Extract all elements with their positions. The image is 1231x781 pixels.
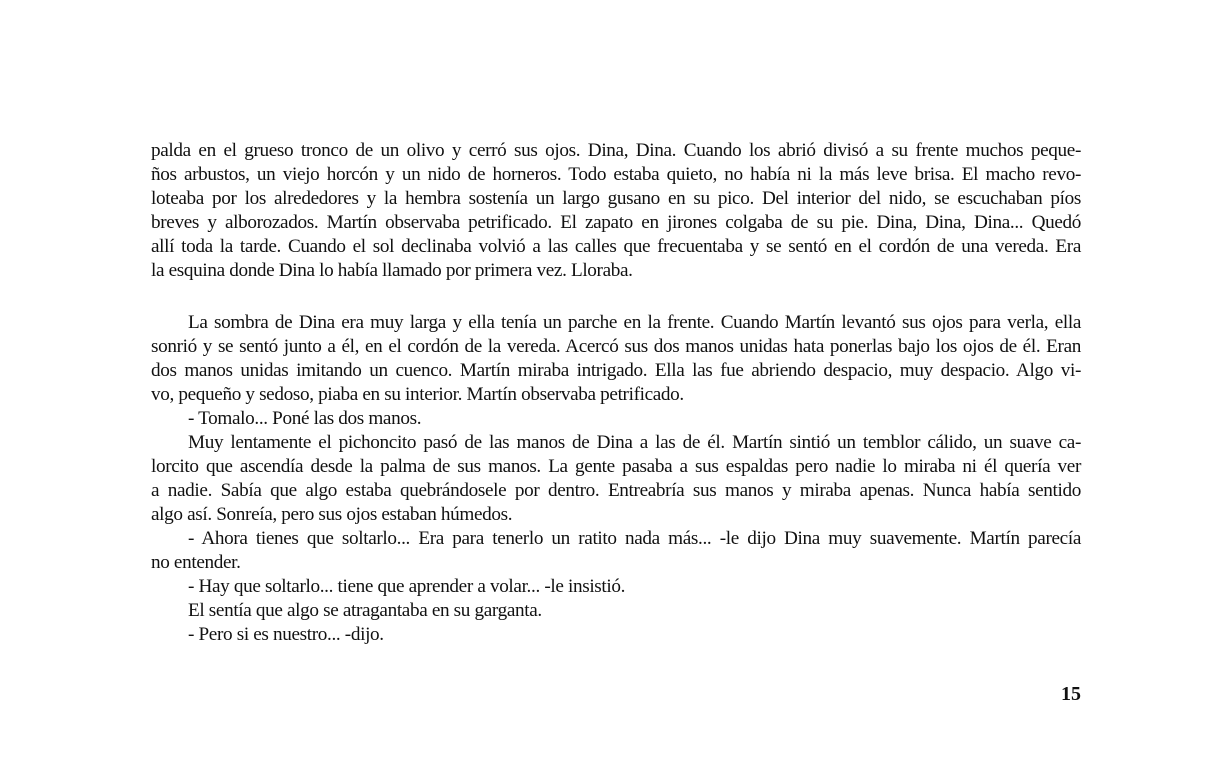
page-number: 15 [1061, 683, 1081, 705]
text-line: Muy lentamente el pichoncito pasó de las manos de Dina a las de él. Martín sintió un temblor cálido, un suave ca- [188, 432, 1081, 453]
dialog-2 [151, 527, 1081, 575]
text-line: allí toda la tarde. Cuando el sol declinaba volvió a las calles que frecuentaba y se sentó en el cordón de una vereda. Era [151, 236, 1081, 257]
paragraph-gap [151, 283, 1081, 311]
text-line: breves y alborozados. Martín observaba petrificado. El zapato en jirones colgaba de su pie. Dina, Dina, Dina... Quedó [151, 212, 1081, 233]
dialog-line: - Tomalo... Poné las dos manos. [188, 408, 422, 429]
paragraph-2 [151, 311, 1081, 407]
text-line: lorcito que ascendía desde la palma de sus manos. La gente pasaba a sus espaldas pero nadie lo miraba ni él quería ver [151, 456, 1081, 477]
text-line: la esquina donde Dina lo había llamado por primera vez. Lloraba. [151, 260, 633, 281]
dialog-line: - Pero si es nuestro... -dijo. [188, 624, 384, 645]
dialog-line: no entender. [151, 552, 241, 573]
body-text [151, 139, 1081, 647]
dialog-line: - Hay que soltarlo... tiene que aprender a volar... -le insistió. [188, 576, 626, 597]
text-line: loteaba por los alrededores y la hembra sostenía un largo gusano en su pico. Del interior del nido, se escuchaban píos [151, 188, 1081, 209]
paragraph-1 [151, 139, 1081, 283]
text-line: a nadie. Sabía que algo estaba quebrándosele por dentro. Entreabría sus manos y miraba apenas. Nunca había sentido [151, 480, 1081, 501]
text-line: sonrió y se sentó junto a él, en el cordón de la vereda. Acercó sus dos manos unidas hata ponerlas bajo los ojos de él. Eran [151, 336, 1081, 357]
text-line: El sentía que algo se atragantaba en su garganta. [188, 600, 542, 621]
text-line: ños arbustos, un viejo horcón y un nido de horneros. Todo estaba quieto, no había ni la más leve brisa. El macho revo- [151, 164, 1081, 185]
paragraph-3 [151, 431, 1081, 527]
dialog-line: - Ahora tienes que soltarlo... Era para tenerlo un ratito nada más... -le dijo Dina muy suavemente. Martín parecía [188, 528, 1081, 549]
text-line: vo, pequeño y sedoso, piaba en su interior. Martín observaba petrificado. [151, 384, 684, 405]
text-line: La sombra de Dina era muy larga y ella tenía un parche en la frente. Cuando Martín levantó sus ojos para verla, ella [188, 312, 1081, 333]
text-line: palda en el grueso tronco de un olivo y cerró sus ojos. Dina, Dina. Cuando los abrió divisó a su frente muchos peque- [151, 140, 1081, 161]
text-line: dos manos unidas imitando un cuenco. Martín miraba intrigado. Ella las fue abriendo despacio, muy despacio. Algo vi- [151, 360, 1081, 381]
text-line: algo así. Sonreía, pero sus ojos estaban húmedos. [151, 504, 513, 525]
